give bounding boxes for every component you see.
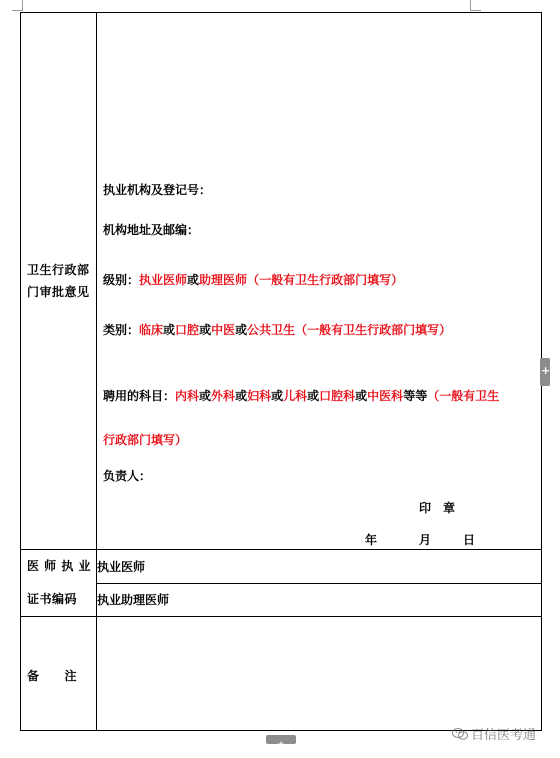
chat-bubble-icon — [452, 727, 468, 741]
watermark-text: 百信医考通 — [471, 728, 537, 743]
subject-line: 聘用的科目：内科或外科或妇科或儿科或口腔科或中医科等等（一般有卫生 — [103, 389, 500, 403]
level-line: 级别：执业医师或助理医师（一般有卫生行政部门填写） — [103, 273, 404, 287]
plus-icon: + — [277, 740, 285, 750]
org-address-label: 机构地址及邮编： — [103, 223, 200, 237]
expand-bottom-tab[interactable] — [266, 735, 296, 750]
remarks-content-cell[interactable] — [97, 617, 542, 731]
approval-content-cell — [97, 13, 542, 550]
category-line: 类别：临床或口腔或中医或公共卫生（一般有卫生行政部门填写） — [103, 323, 452, 337]
approval-label-line1: 卫生行政部 — [27, 263, 90, 277]
remarks-label-cell — [21, 617, 97, 731]
plus-icon: + — [541, 364, 551, 377]
certificate-label-cell — [21, 550, 97, 617]
subject-note-continued: 行政部门填写） — [103, 433, 188, 447]
approval-form-table — [20, 12, 542, 731]
certificate-value-physician: 执业医师 — [97, 550, 542, 584]
approval-label-cell — [21, 13, 97, 550]
certificate-value-assistant: 执业助理医师 — [97, 583, 542, 617]
responsible-label: 负责人： — [103, 469, 152, 483]
approval-label-line2: 门审批意见 — [27, 285, 90, 299]
remarks-label: 备 注 — [27, 669, 78, 683]
page-corner-mark — [12, 0, 23, 11]
date-day-label: 日 — [463, 533, 476, 547]
seal-label: 印 章 — [419, 501, 456, 515]
date-month-label: 月 — [419, 533, 432, 547]
certificate-label-line2: 证书编码 — [27, 592, 78, 606]
org-reg-no-label: 执业机构及登记号： — [103, 183, 212, 197]
page-corner-mark — [470, 0, 481, 11]
watermark — [452, 724, 536, 743]
date-year-label: 年 — [365, 533, 378, 547]
expand-right-tab[interactable] — [540, 358, 550, 386]
certificate-label-line1: 医 师 执 业 — [27, 559, 92, 573]
